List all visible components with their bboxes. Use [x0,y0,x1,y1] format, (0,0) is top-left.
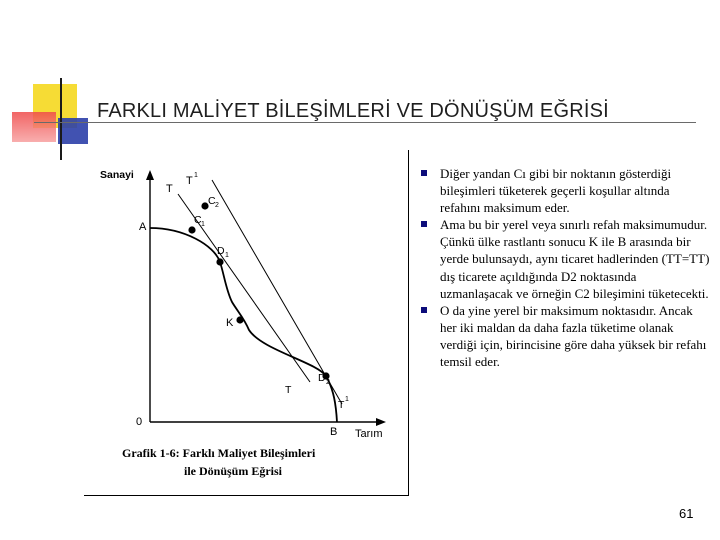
label-a: A [139,221,147,233]
y-axis-arrow [146,170,154,180]
point-d1 [216,258,223,265]
decor-vertical-line [60,78,62,160]
label-t1-bottom-sup: 1 [345,396,349,403]
terms-of-trade-line-t1t1 [212,180,342,404]
point-k [236,316,243,323]
bullet-item [421,302,711,370]
figure-panel [84,150,409,496]
transformation-curve-diagram [84,150,408,495]
bullet-text: Ama bu bir yerel veya sınırlı refah maksimumudur. Çünkü ülke rastlantı sonucu K ile B arasında bir yerde bulunsaydı, aynı ticaret hadlerinden (TT=TT) dış ticarete açıldığında D2 noktasında uzmanlaşacak ve örneğin C2 bileşimini tüketecekti. [440,217,710,301]
bullet-square-icon [421,221,427,227]
y-axis-label: Sanayi [100,169,134,181]
x-axis-arrow [376,418,386,426]
label-d1-sub: 1 [225,252,229,259]
label-t1-top-sup: 1 [194,172,198,179]
label-c2-sub: 2 [215,202,219,209]
figure-caption-line2: ile Dönüşüm Eğrisi [184,464,283,478]
figure-caption-line1: Grafik 1-6: Farklı Maliyet Bileşimleri [122,446,316,460]
label-t1-bottom: T [338,399,345,411]
label-t-top: T [166,183,173,195]
label-c1-sub: 1 [201,221,205,228]
slide-title: FARKLI MALİYET BİLEŞİMLERİ VE DÖNÜŞÜM EĞRİSİ [97,100,609,122]
bullet-text: O da yine yerel bir maksimum noktasıdır. Ancak her iki maldan da daha fazla tüketime olanak verdiği için, birincisine göre daha yüksek bir refahı temsil eder. [440,302,707,370]
label-c2: C [208,195,216,207]
decor-red-square [12,112,56,142]
origin-label: 0 [136,416,143,428]
label-d2: D [318,372,326,384]
point-c1 [188,226,195,233]
bullet-square-icon [421,170,427,176]
bullet-list [421,165,711,370]
bullet-item [421,165,711,216]
transformation-curve [150,228,337,422]
label-d1: D [217,245,225,257]
label-d2-sub: 2 [326,379,330,386]
page-number: 61 [679,506,694,521]
label-c1: C [194,214,202,226]
x-axis-label: Tarım [355,428,383,440]
bullet-text: Diğer yandan Cı gibi bir noktanın gösterdiği bileşimleri tüketerek geçerli koşullar altında refahını maksimum eder. [440,166,672,216]
label-b: B [330,426,338,438]
label-t1-top: T [186,175,193,187]
bullet-square-icon [421,307,427,313]
label-k: K [226,317,234,329]
label-t-bottom: T [285,384,292,396]
bullet-item [421,216,711,301]
